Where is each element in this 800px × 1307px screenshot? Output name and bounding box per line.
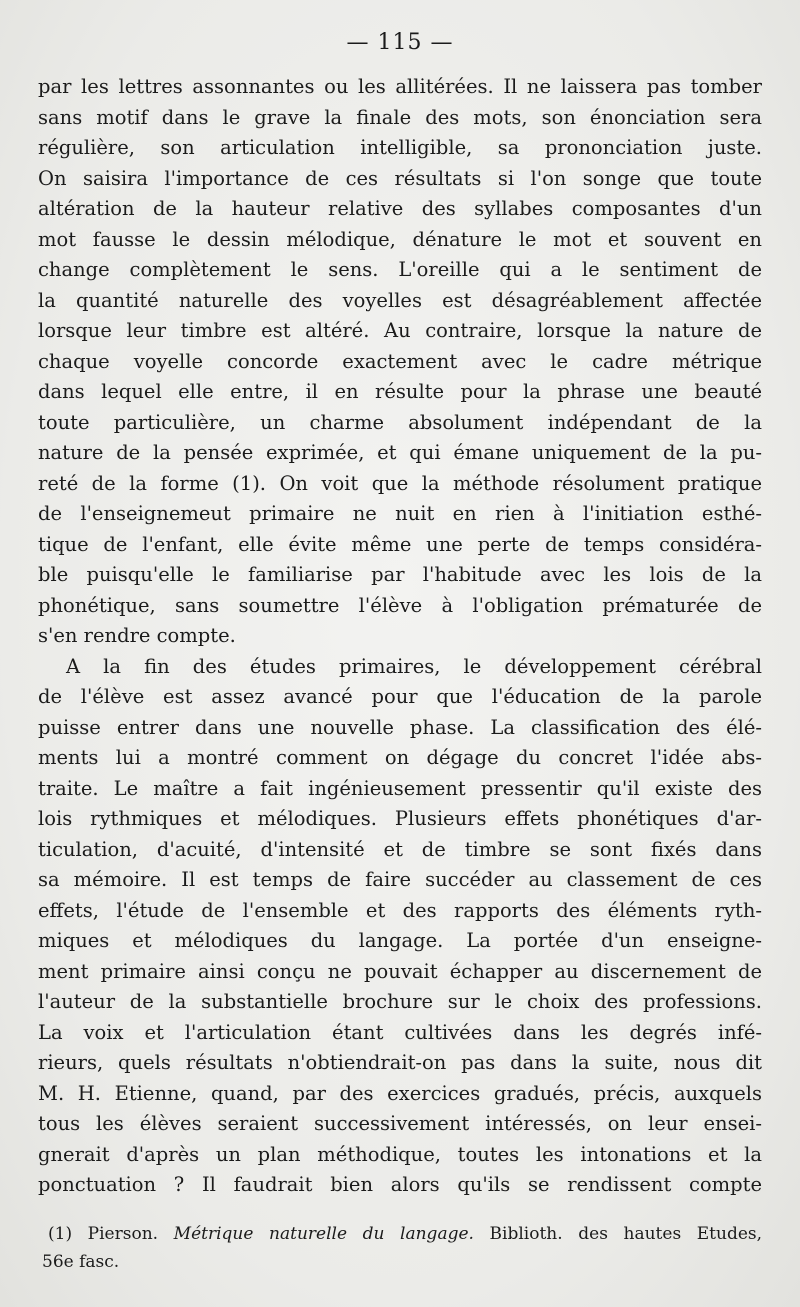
text-line: ble puisqu'elle le familiarise par l'habitude avec les lois de la xyxy=(38,563,762,586)
footnote xyxy=(42,1220,762,1276)
text-line: ponctuation ? Il faudrait bien alors qu'ils se rendissent compte xyxy=(38,1173,762,1196)
text-line: ticulation, d'acuité, d'intensité et de timbre se sont fixés dans xyxy=(38,837,762,861)
text-line: lorsque leur timbre est altéré. Au contraire, lorsque la nature de xyxy=(38,319,762,342)
text-line: sa mémoire. Il est temps de faire succéder au classement de ces xyxy=(38,868,762,891)
text-line: de l'élève est assez avancé pour que l'éducation de la parole xyxy=(38,685,762,708)
text-line: miques et mélodiques du langage. La portée d'un enseigne- xyxy=(38,929,762,952)
text-line: traite. Le maître a fait ingénieusement pressentir qu'il existe des xyxy=(38,776,762,800)
text-line: chaque voyelle concorde exactement avec le cadre métrique xyxy=(38,349,762,373)
text-line: phonétique, sans soumettre l'élève à l'obligation prématurée de xyxy=(38,593,762,617)
text-line: rieurs, quels résultats n'obtiendrait-on pas dans la suite, nous dit xyxy=(38,1051,762,1074)
text-line: sans motif dans le grave la finale des mots, son énonciation sera xyxy=(38,105,762,129)
text-line: tous les élèves seraient successivement intéressés, on leur ensei- xyxy=(38,1112,762,1135)
text-line: tique de l'enfant, elle évite même une perte de temps considéra- xyxy=(38,532,762,556)
body-text xyxy=(38,72,762,1201)
text-line: mot fausse le dessin mélodique, dénature le mot et souvent en xyxy=(38,227,762,251)
text-line: puisse entrer dans une nouvelle phase. La classification des élé- xyxy=(38,715,762,739)
text-line: ment primaire ainsi conçu ne pouvait échapper au discernement de xyxy=(38,959,762,983)
text-line: lois rythmiques et mélodiques. Plusieurs effets phonétiques d'ar- xyxy=(38,807,762,830)
text-line: la quantité naturelle des voyelles est désagréablement affectée xyxy=(38,288,762,312)
footnote-line-1 xyxy=(42,1220,762,1248)
text-line: gnerait d'après un plan méthodique, toutes les intonations et la xyxy=(38,1142,762,1166)
text-line: toute particulière, un charme absolument indépendant de la xyxy=(38,410,762,434)
text-line: de l'enseignemeut primaire ne nuit en rien à l'initiation esthé- xyxy=(38,502,762,525)
text-line: s'en rendre compte. xyxy=(38,624,236,647)
text-line: change complètement le sens. L'oreille qui a le sentiment de xyxy=(38,258,762,281)
page-number: — 115 — xyxy=(346,30,454,55)
text-line: dans lequel elle entre, il en résulte pour la phrase une beauté xyxy=(38,380,762,403)
text-line: par les lettres assonnantes ou les allitérées. Il ne laissera pas tomber xyxy=(38,75,762,98)
text-line: l'auteur de la substantielle brochure sur le choix des professions. xyxy=(38,990,762,1013)
footnote-marker: (1) Pierson. xyxy=(48,1224,159,1244)
text-line: régulière, son articulation intelligible, sa prononciation juste. xyxy=(38,136,762,159)
text-line: effets, l'étude de l'ensemble et des rapports des éléments ryth- xyxy=(38,898,762,922)
footnote-line-2: 56e fasc. xyxy=(42,1252,120,1272)
text-line: reté de la forme (1). On voit que la méthode résolument pratique xyxy=(38,471,762,495)
text-line: ments lui a montré comment on dégage du concret l'idée abs- xyxy=(38,746,762,769)
footnote-rest: Biblioth. des hautes Etudes, xyxy=(489,1224,762,1244)
text-line: nature de la pensée exprimée, et qui émane uniquement de la pu- xyxy=(38,441,762,464)
text-line: altération de la hauteur relative des syllabes composantes d'un xyxy=(38,197,762,220)
text-line: La voix et l'articulation étant cultivées dans les degrés infé- xyxy=(38,1020,762,1044)
text-line: A la fin des études primaires, le développement cérébral xyxy=(66,654,762,678)
text-line: M. H. Etienne, quand, par des exercices gradués, précis, auxquels xyxy=(38,1081,762,1105)
text-line: On saisira l'importance de ces résultats si l'on songe que toute xyxy=(38,166,762,190)
footnote-title: Métrique naturelle du langage. xyxy=(173,1224,474,1244)
